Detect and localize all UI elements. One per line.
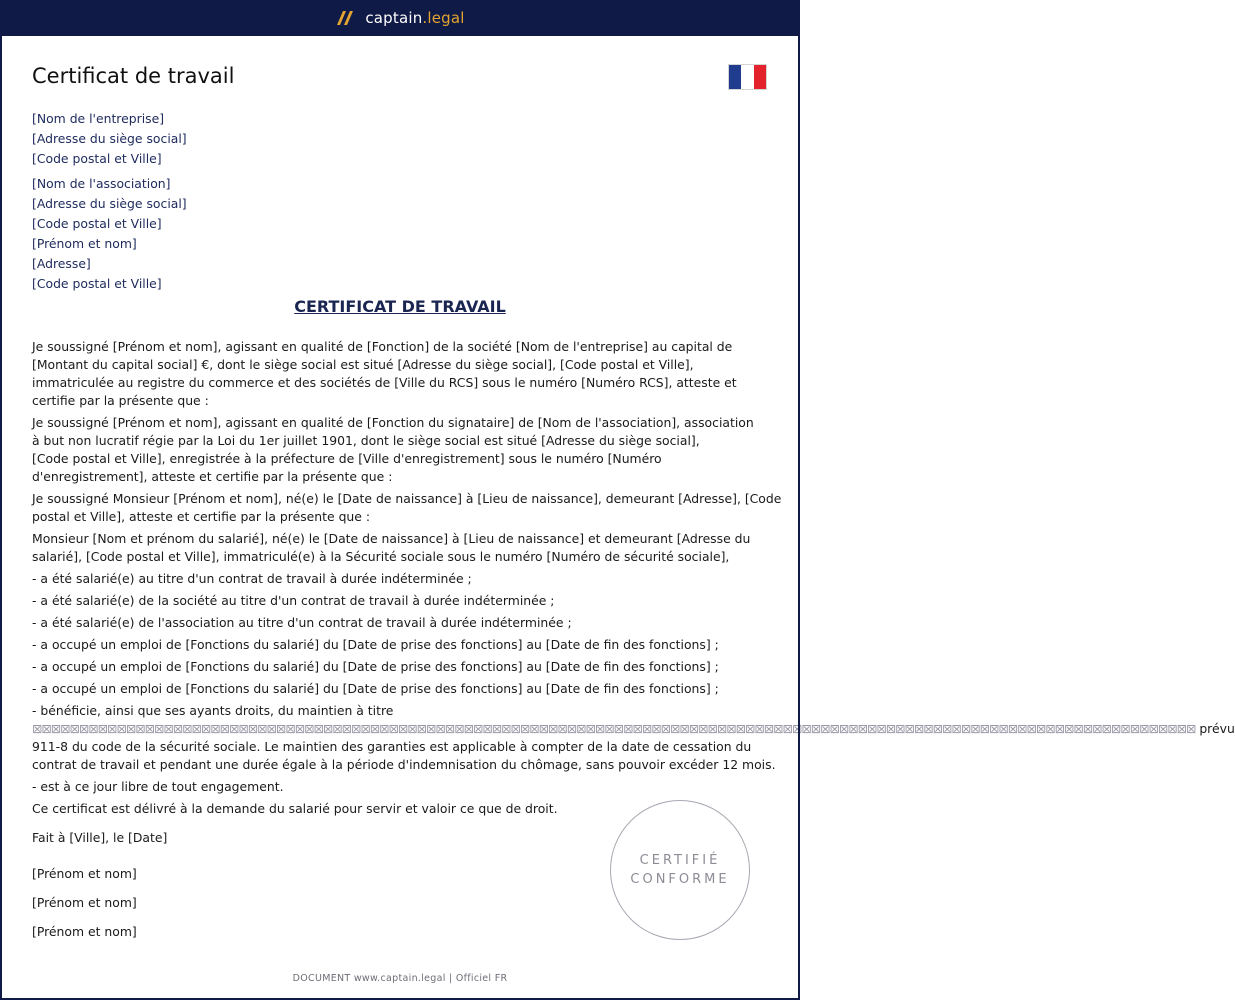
paragraph-individual-signatory: Je soussigné Monsieur [Prénom et nom], né(e) le [Date de naissance] à [Lieu de naissance], demeurant [Adresse], [Code postal et Ville], atteste et certifie par la présente que : [32,491,782,524]
bullet-employment-1: - a occupé un emploi de [Fonctions du salarié] du [Date de prise des fonctions] au [Date de fin des fonctions] ; [32,637,719,652]
bullet-cdi-association: - a été salarié(e) de l'association au titre d'un contrat de travail à durée indéterminée ; [32,615,572,630]
signature-name-3: [Prénom et nom] [32,924,137,939]
paragraph-company-signatory: Je soussigné [Prénom et nom], agissant en qualité de [Fonction] de la société [Nom de l'entreprise] au capital de [Montant du capital social] €, dont le siège social est situé [Adresse du siège social], [Code postal et Ville], immatriculée au registre du commerce et des sociétés de [Ville du RCS] sous le numéro [Numéro RCS], atteste et certifie par la présente que : [32,339,737,408]
page-title: Certificat de travail [32,64,235,88]
bullet-employment-3: - a occupé un emploi de [Fonctions du salarié] du [Date de prise des fonctions] au [Date de fin des fonctions] ; [32,681,719,696]
french-flag-icon [728,64,767,90]
paragraph-employee: Monsieur [Nom et prénom du salarié], né(e) le [Date de naissance] à [Lieu de naissance] et demeurant [Adresse du salarié], [Code postal et Ville], immatriculé(e) à la Sécurité sociale sous le numéro [Numéro de sécurité sociale], [32,531,751,564]
certified-stamp [610,800,750,940]
recipient-name-line: [Prénom et nom] [32,236,137,251]
captain-legal-logo-icon [335,10,355,26]
association-street-line: [Adresse du siège social] [32,196,187,211]
association-address-block [32,174,187,294]
brand-name: captain.legal [365,9,465,27]
place-and-date: Fait à [Ville], le [Date] [32,830,168,845]
company-street-line: [Adresse du siège social] [32,131,187,146]
closing-statement: Ce certificat est délivré à la demande du salarié pour servir et valoir ce que de droit. [32,801,558,816]
signature-name-2: [Prénom et nom] [32,895,137,910]
recipient-address-line: [Adresse] [32,256,91,271]
document-heading: CERTIFICAT DE TRAVAIL [294,297,506,316]
company-city-line: [Code postal et Ville] [32,151,162,166]
brand[interactable] [335,9,464,27]
bullet-cdi-company: - a été salarié(e) de la société au titre d'un contrat de travail à durée indéterminée ; [32,593,555,608]
footer: DOCUMENT www.captain.legal | Officiel FR [292,973,508,984]
company-name-line: [Nom de l'entreprise] [32,111,165,126]
obscured-text-line: ⊠⊠⊠⊠⊠⊠⊠⊠⊠⊠⊠⊠⊠⊠⊠⊠⊠⊠⊠⊠⊠⊠⊠⊠⊠⊠⊠⊠⊠⊠⊠⊠⊠⊠⊠⊠⊠⊠⊠⊠⊠⊠⊠⊠⊠⊠⊠⊠⊠⊠⊠⊠⊠⊠⊠⊠⊠⊠⊠⊠⊠⊠⊠⊠⊠⊠⊠⊠⊠⊠⊠⊠⊠⊠⊠⊠⊠⊠⊠⊠⊠⊠⊠⊠⊠⊠⊠⊠⊠⊠⊠⊠⊠⊠⊠⊠⊠⊠⊠⊠⊠⊠⊠⊠⊠⊠⊠⊠⊠⊠⊠⊠⊠⊠⊠⊠⊠⊠⊠⊠⊠⊠⊠⊠ prévu [32,721,1235,736]
bullet-free-of-engagement: - est à ce jour libre de tout engagement. [32,779,284,794]
association-city-line: [Code postal et Ville] [32,216,162,231]
company-address-block [32,109,187,169]
bullet-cdi: - a été salarié(e) au titre d'un contrat de travail à durée indéterminée ; [32,571,472,586]
recipient-city-line: [Code postal et Ville] [32,276,162,291]
paragraph-association-signatory: Je soussigné [Prénom et nom], agissant en qualité de [Fonction du signataire] de [Nom de l'association], association à but non lucratif régie par la Loi du 1er juillet 1901, dont le siège social est situé [Adresse du siège social], [Code postal et Ville], enregistrée à la préfecture de [Ville d'enregistrement] sous le numéro [Numéro d'enregistrement], atteste et certifie par la présente que : [32,415,754,484]
stamp-line-2: CONFORME [630,872,730,887]
bullet-employment-2: - a occupé un emploi de [Fonctions du salarié] du [Date de prise des fonctions] au [Date de fin des fonctions] ; [32,659,719,674]
signature-name-1: [Prénom et nom] [32,866,137,881]
association-name-line: [Nom de l'association] [32,176,171,191]
stamp-line-1: CERTIFIÉ [639,853,721,868]
top-bar [0,0,800,36]
bullet-portability: - bénéficie, ainsi que ses ayants droits, du maintien à titre ⊠⊠⊠⊠⊠⊠⊠⊠⊠⊠⊠⊠⊠⊠⊠⊠⊠⊠⊠⊠⊠⊠⊠⊠⊠⊠⊠⊠⊠⊠⊠⊠⊠⊠⊠⊠⊠⊠⊠⊠⊠⊠⊠⊠⊠⊠⊠⊠⊠⊠⊠⊠⊠⊠⊠⊠⊠⊠⊠⊠⊠⊠⊠⊠⊠⊠⊠⊠⊠⊠⊠⊠⊠⊠⊠⊠⊠⊠⊠⊠⊠⊠⊠⊠⊠⊠⊠⊠⊠⊠⊠⊠⊠⊠⊠⊠⊠⊠⊠⊠⊠⊠⊠⊠⊠⊠⊠⊠⊠⊠⊠⊠⊠⊠⊠⊠⊠⊠⊠⊠⊠⊠⊠⊠ prévu 911-8 du code de la sécurité sociale. Le maintien des garanties est applicable à compter de la date de cessation du contrat de travail et pendant une durée égale à la période d'indemnisation du chômage, sans pouvoir excéder 12 mois. [32,703,1235,772]
